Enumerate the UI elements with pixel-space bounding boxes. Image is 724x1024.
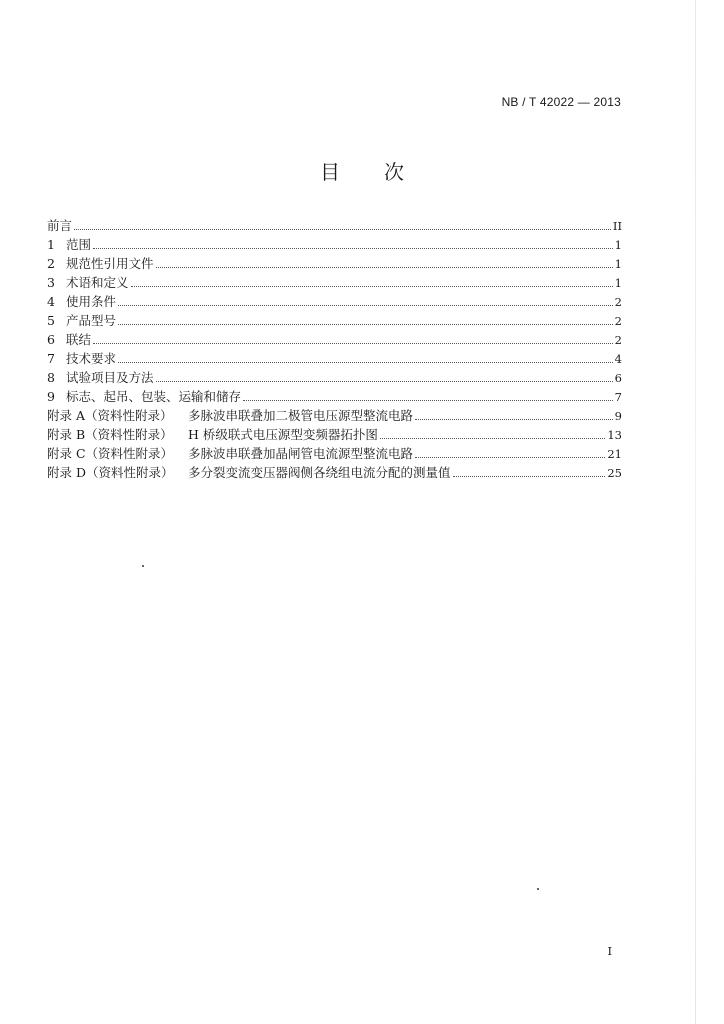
toc-entry-appendix[interactable]	[47, 425, 622, 444]
dot-leader	[415, 457, 605, 458]
dot-leader	[93, 248, 613, 249]
toc-label: 联结	[66, 332, 92, 347]
toc-number: 3	[47, 275, 55, 290]
toc-entry[interactable]	[47, 368, 622, 387]
toc-label: 术语和定义	[66, 275, 129, 290]
toc-label: 技术要求	[66, 351, 117, 366]
toc-number: 7	[47, 351, 55, 366]
toc-label: 规范性引用文件	[66, 256, 154, 271]
toc-number: 9	[47, 389, 55, 404]
toc-page: 4	[614, 352, 622, 366]
toc-page: 6	[614, 371, 622, 385]
toc-entry[interactable]	[47, 292, 622, 311]
dot-leader	[415, 419, 613, 420]
dot-leader	[453, 476, 606, 477]
toc-entry[interactable]	[47, 273, 622, 292]
toc-entry-appendix[interactable]	[47, 463, 622, 482]
dot-leader	[74, 229, 611, 230]
dot-leader	[156, 267, 613, 268]
dot-leader	[156, 381, 613, 382]
toc-page: 2	[614, 295, 622, 309]
dot-leader	[243, 400, 613, 401]
toc-label: 多分裂变流变压器阀侧各绕组电流分配的测量值	[188, 465, 451, 480]
dot-leader	[93, 343, 613, 344]
appendix-tag: 附录 B（资料性附录）	[47, 427, 173, 442]
appendix-tag: 附录 A（资料性附录）	[47, 408, 173, 423]
toc-number: 8	[47, 370, 55, 385]
appendix-tag: 附录 D（资料性附录）	[47, 465, 174, 480]
toc-number: 6	[47, 332, 55, 347]
toc-number: 1	[47, 237, 55, 252]
table-of-contents	[47, 216, 622, 482]
toc-entry[interactable]	[47, 254, 622, 273]
toc-label: 前言	[47, 218, 73, 233]
standard-code: NB / T 42022 — 2013	[501, 95, 621, 109]
toc-number: 5	[47, 313, 55, 328]
toc-label: 多脉波串联叠加晶闸管电流源型整流电路	[188, 446, 414, 461]
toc-page: 2	[614, 333, 622, 347]
toc-entry[interactable]	[47, 349, 622, 368]
toc-page: 7	[614, 390, 622, 404]
toc-number: 4	[47, 294, 55, 309]
toc-label: 标志、起吊、包装、运输和储存	[66, 389, 242, 404]
toc-label: 产品型号	[66, 313, 117, 328]
toc-entry[interactable]	[47, 330, 622, 349]
dot-leader	[118, 362, 613, 363]
toc-page: 2	[614, 314, 622, 328]
toc-label: H 桥级联式电压源型变频器拓扑图	[188, 427, 378, 442]
scan-speck	[537, 888, 539, 890]
dot-leader	[380, 438, 605, 439]
toc-entry[interactable]	[47, 311, 622, 330]
dot-leader	[118, 305, 613, 306]
toc-entry[interactable]	[47, 387, 622, 406]
toc-page: 1	[614, 276, 622, 290]
toc-page: 13	[607, 428, 622, 442]
scan-speck	[142, 565, 144, 567]
page-number: I	[607, 944, 612, 958]
toc-page: 9	[614, 409, 622, 423]
toc-page: 21	[607, 447, 622, 461]
appendix-tag: 附录 C（资料性附录）	[47, 446, 174, 461]
dot-leader	[118, 324, 613, 325]
toc-page: 1	[614, 257, 622, 271]
dot-leader	[131, 286, 613, 287]
toc-page: 25	[607, 466, 622, 480]
title-char-1: 目	[320, 160, 340, 184]
toc-entry-appendix[interactable]	[47, 444, 622, 463]
toc-label: 范围	[66, 237, 92, 252]
toc-label: 多脉波串联叠加二极管电压源型整流电路	[188, 408, 414, 423]
toc-number: 2	[47, 256, 55, 271]
page-title	[0, 156, 724, 185]
scan-edge-line	[695, 0, 696, 1024]
toc-entry[interactable]	[47, 235, 622, 254]
toc-page: II	[612, 219, 622, 233]
toc-entry[interactable]	[47, 216, 622, 235]
toc-entry-appendix[interactable]	[47, 406, 622, 425]
title-char-2: 次	[384, 160, 404, 184]
toc-label: 试验项目及方法	[66, 370, 154, 385]
toc-page: 1	[614, 238, 622, 252]
toc-label: 使用条件	[66, 294, 117, 309]
